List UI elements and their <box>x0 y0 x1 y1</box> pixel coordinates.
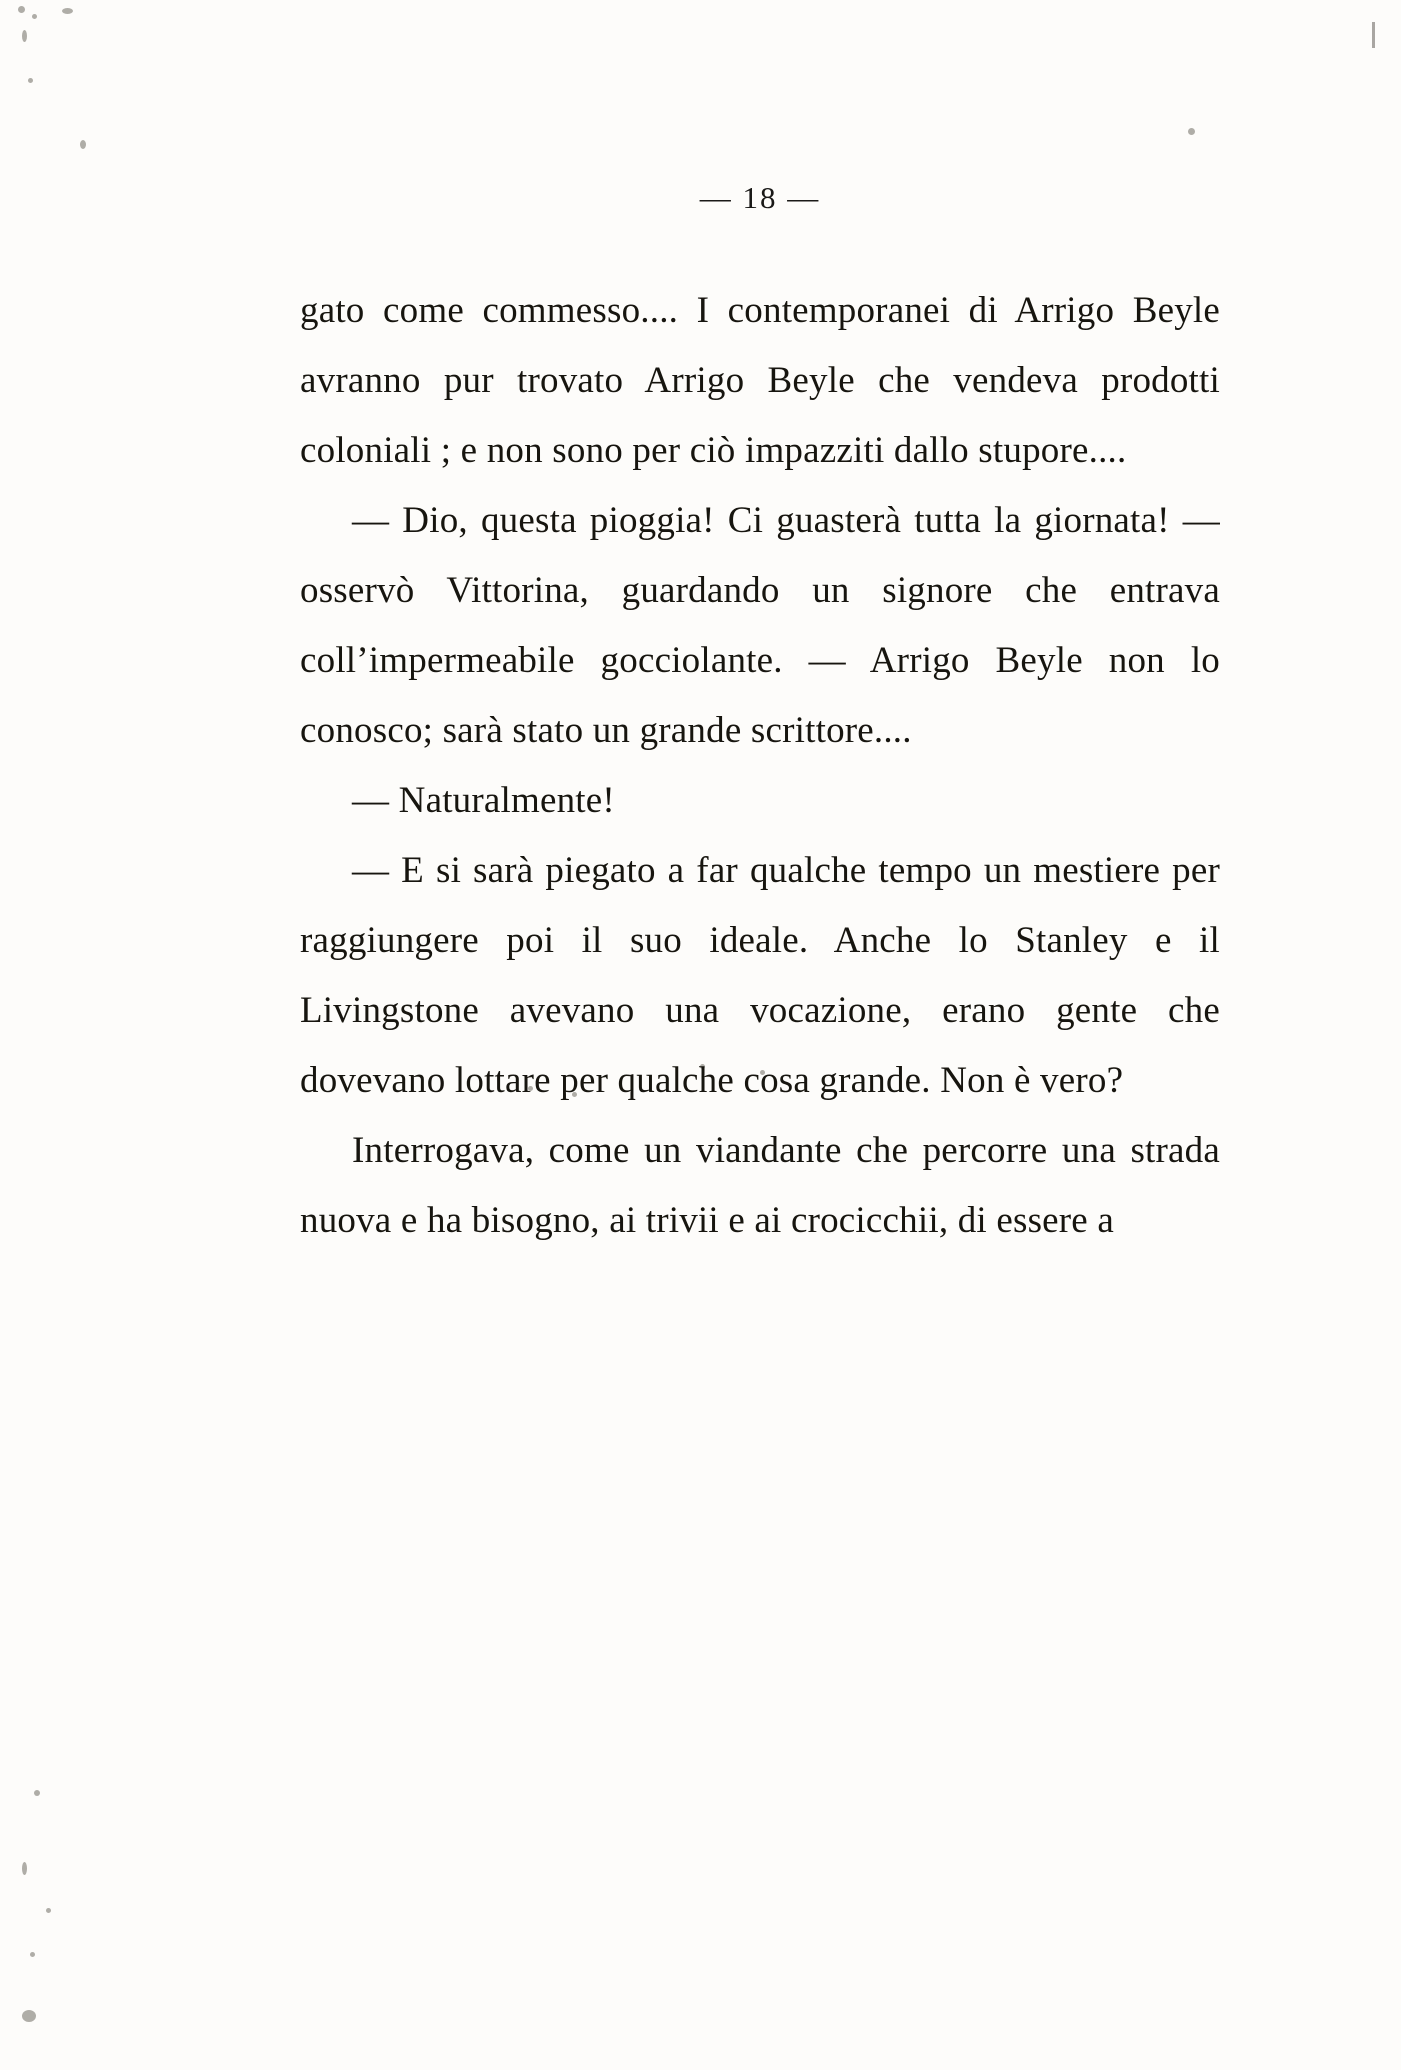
scan-speck <box>80 140 86 149</box>
paragraph: — Naturalmente! <box>352 780 615 821</box>
scan-speck <box>18 6 25 13</box>
scan-speck <box>1188 128 1195 135</box>
scan-speck <box>30 1952 35 1957</box>
paragraph: gato come commesso.... I contemporanei di Arrigo Beyle avranno pur trovato Arrigo Beyle che vendeva prodotti coloniali ; e non sono per ciò impazziti dallo stupore.... <box>300 290 1220 471</box>
scan-speck <box>22 1862 27 1875</box>
scan-speck <box>22 30 27 42</box>
page-number: — 18 — <box>699 180 821 215</box>
scan-mark <box>1372 22 1375 48</box>
scan-speck <box>22 2010 36 2022</box>
scan-speck <box>34 1790 40 1796</box>
scan-speck <box>62 8 73 14</box>
paragraph: — E si sarà piegato a far qualche tempo un mestiere per raggiungere poi il suo ideale. Anche lo Stanley e il Livingstone avevano una vocazione, erano gente che dovevano lottare per qualche cosa grande. Non è vero? <box>300 850 1220 1101</box>
page-text-column <box>300 180 1220 1256</box>
scan-speck <box>46 1908 51 1913</box>
scan-speck <box>28 78 33 83</box>
paragraph: Interrogava, come un viandante che percorre una strada nuova e ha bisogno, ai trivii e ai crocicchii, di essere a <box>300 1130 1220 1241</box>
paragraph: — Dio, questa pioggia! Ci guasterà tutta la giornata! — osservò Vittorina, guardando un signore che entrava coll’impermeabile gocciolante. — Arrigo Beyle non lo conosco; sarà stato un grande scrittore.... <box>300 500 1220 751</box>
scan-speck <box>32 14 37 19</box>
